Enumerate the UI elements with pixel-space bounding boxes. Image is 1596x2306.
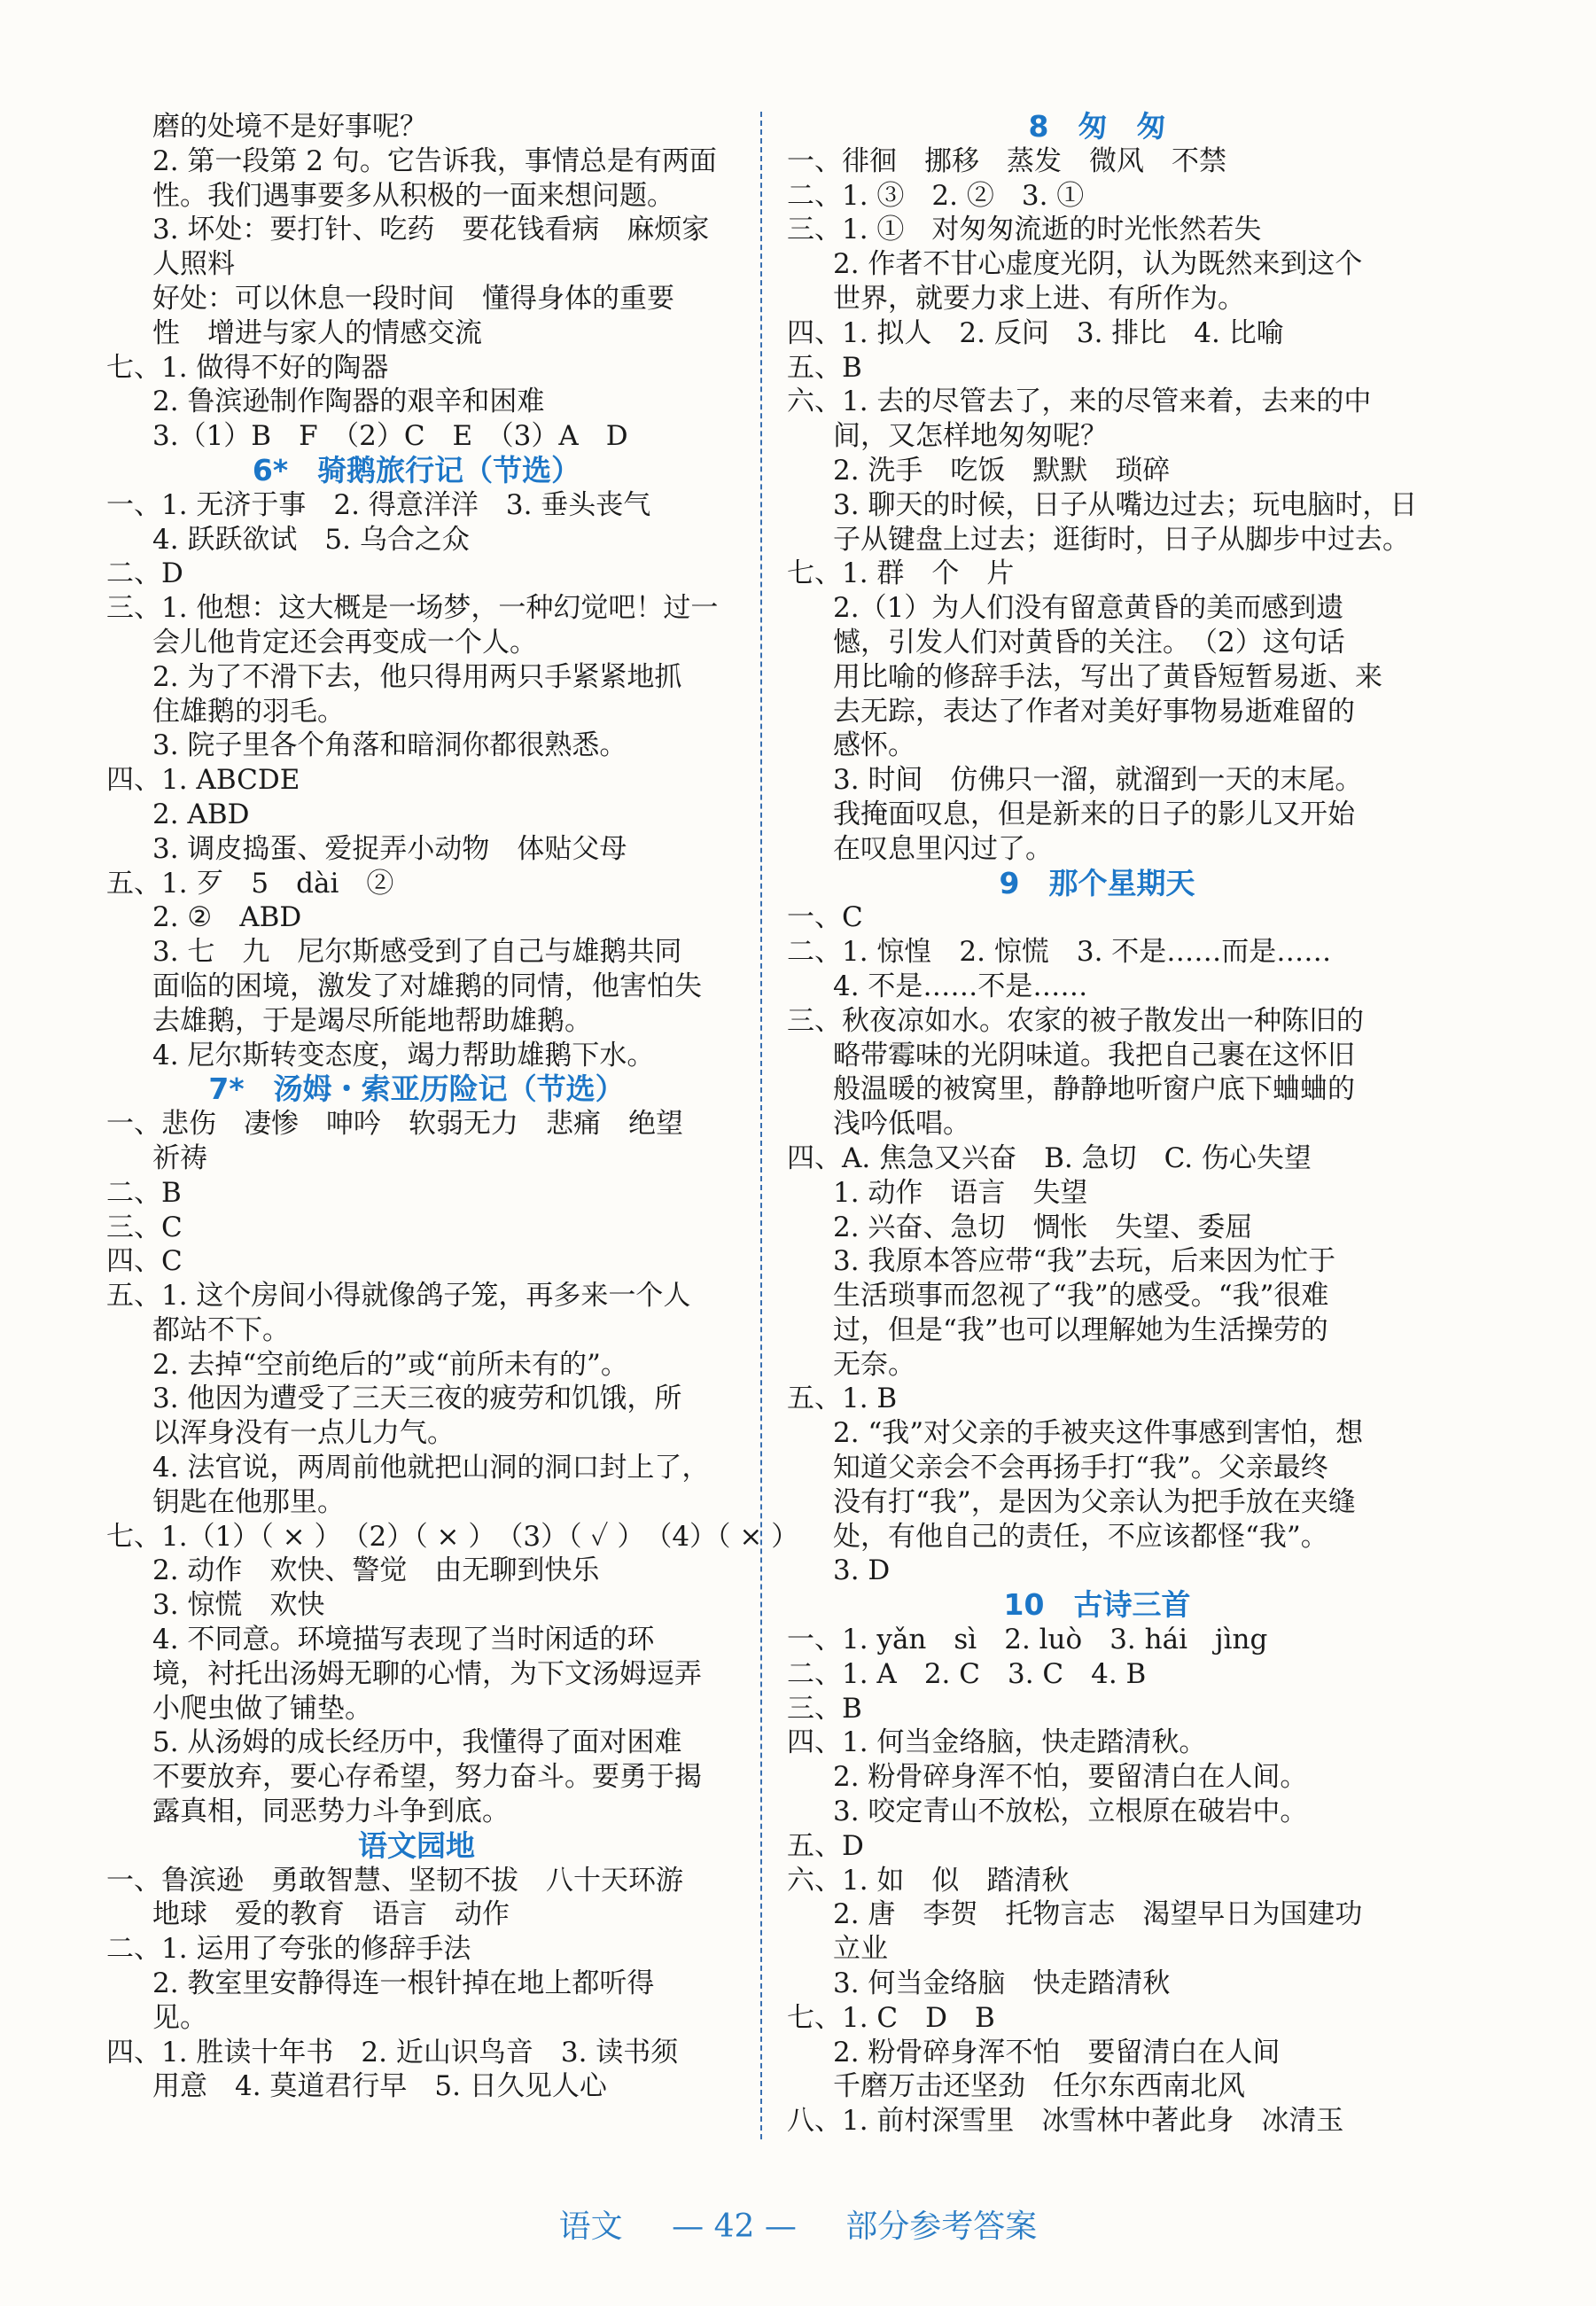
footer-page-number: — 42 — xyxy=(672,2209,797,2245)
answer-line: 六、1. 去的尽管去了，来的尽管来着，去来的中 xyxy=(787,386,1372,418)
answer-line: 2. 去掉“空前绝后的”或“前所未有的”。 xyxy=(152,1348,628,1381)
answer-line: 二、1. 运用了夸张的修辞手法 xyxy=(106,1933,471,1966)
answer-line: 2. 唐 李贺 托物言志 渴望早日为国建功 xyxy=(833,1898,1363,1931)
answer-line: 七、1. C D B xyxy=(787,2001,995,2034)
answer-line: 用意 4. 莫道君行早 5. 日久见人心 xyxy=(152,2070,607,2103)
answer-line: 七、1. 群 个 片 xyxy=(787,557,1015,590)
answer-line: 境，衬托出汤姆无聊的心情，为下文汤姆逗弄 xyxy=(152,1657,702,1690)
answer-line: 处，有他自己的责任，不应该都怪“我”。 xyxy=(833,1520,1328,1553)
answer-line: 5. 从汤姆的成长经历中，我懂得了面对困难 xyxy=(152,1726,682,1759)
answer-line: 3. 他因为遭受了三天三夜的疲劳和饥饿，所 xyxy=(152,1383,682,1415)
section-heading: 语文园地 xyxy=(358,1827,475,1863)
answer-line: 去无踪，表达了作者对美好事物易逝难留的 xyxy=(833,695,1355,728)
answer-line: 2. 作者不甘心虚度光阴，认为既然来到这个 xyxy=(833,248,1363,281)
answer-line: 五、1. B xyxy=(787,1383,898,1415)
section-heading: 6* 骑鹅旅行记（节选） xyxy=(252,452,581,487)
answer-line: 见。 xyxy=(152,2001,207,2034)
section-heading: 7* 汤姆・索亚历险记（节选） xyxy=(208,1071,625,1107)
answer-line: 都站不下。 xyxy=(152,1313,290,1346)
answer-line: 感怀。 xyxy=(833,729,915,762)
answer-line: 面临的困境，激发了对雄鹅的同情，他害怕失 xyxy=(152,970,702,1002)
answer-line: 不要放弃，要心存希望，努力奋斗。要勇于揭 xyxy=(152,1761,702,1794)
answer-line: 以浑身没有一点儿力气。 xyxy=(152,1417,455,1450)
answer-line: 3. 聊天的时候，日子从嘴边过去；玩电脑时，日 xyxy=(833,488,1418,521)
footer-subject: 语文 xyxy=(558,2209,623,2245)
answer-line: 3. 院子里各个角落和暗洞你都很熟悉。 xyxy=(152,729,627,762)
answer-line: 三、B xyxy=(787,1692,862,1725)
answer-line: 没有打“我”，是因为父亲认为把手放在夹缝 xyxy=(833,1485,1356,1518)
answer-line: 二、D xyxy=(106,557,183,590)
answer-line: 3. 七 九 尼尔斯感受到了自己与雄鹅共同 xyxy=(152,936,682,969)
answer-line: 3. 调皮捣蛋、爱捉弄小动物 体贴父母 xyxy=(152,832,627,865)
answer-line: 三、C xyxy=(106,1211,183,1243)
answer-line: 4. 尼尔斯转变态度，竭力帮助雄鹅下水。 xyxy=(152,1039,655,1071)
answer-line: 五、1. 这个房间小得就像鸽子笼，再多来一个人 xyxy=(106,1280,691,1313)
answer-line: 1. 动作 语言 失望 xyxy=(833,1176,1088,1209)
answer-line: 我掩面叹息，但是新来的日子的影儿又开始 xyxy=(833,798,1355,830)
answer-line: 2. 兴奋、急切 惆怅 失望、委屈 xyxy=(833,1211,1253,1243)
answer-line: 立业 xyxy=(833,1933,888,1966)
answer-line: 3. D xyxy=(833,1554,891,1587)
answer-line: 七、1.（1）（ × ） （2）（ × ） （3）（ ✓ ） （4）（ × ） xyxy=(106,1520,799,1553)
answer-line: 2. 为了不滑下去，他只得用两只手紧紧地抓 xyxy=(152,660,682,693)
answer-line: 一、1. 无济于事 2. 得意洋洋 3. 垂头丧气 xyxy=(106,488,651,521)
answer-line: 人照料 xyxy=(152,248,235,281)
answer-line: 四、1. ABCDE xyxy=(106,764,300,797)
answer-line: 四、1. 胜读十年书 2. 近山识鸟音 3. 读书须 xyxy=(106,2036,679,2068)
answer-line: 3. 我原本答应带“我”去玩，后来因为忙于 xyxy=(833,1245,1336,1278)
footer-section: 部分参考答案 xyxy=(845,2209,1038,2245)
answer-line: 2.（1）为人们没有留意黄昏的美而感到遗 xyxy=(833,592,1344,625)
answer-line: 2. “我”对父亲的手被夹这件事感到害怕，想 xyxy=(833,1417,1364,1450)
left-column xyxy=(106,110,799,2104)
answer-line: 祈祷 xyxy=(152,1141,207,1174)
column-divider xyxy=(760,112,762,2139)
answer-line: 二、1. 惊惶 2. 惊慌 3. 不是……而是…… xyxy=(787,936,1332,969)
answer-line: 浅吟低唱。 xyxy=(833,1108,970,1141)
answer-line: 3. 时间 仿佛只一溜，就溜到一天的末尾。 xyxy=(833,764,1363,797)
answer-line: 露真相，同恶势力斗争到底。 xyxy=(152,1796,510,1828)
answer-line: 二、1. A 2. C 3. C 4. B xyxy=(787,1657,1147,1690)
answer-line: 子从键盘上过去；逛街时，日子从脚步中过去。 xyxy=(833,523,1410,556)
answer-line: 三、1. ① 对匆匆流逝的时光怅然若失 xyxy=(787,214,1262,246)
answer-line: 略带霉味的光阴味道。我把自己裹在这怀旧 xyxy=(833,1039,1355,1071)
answer-line: 二、B xyxy=(106,1176,182,1209)
answer-line: 四、1. 何当金络脑，快走踏清秋。 xyxy=(787,1726,1207,1759)
answer-line: 3. 坏处：要打针、吃药 要花钱看病 麻烦家 xyxy=(152,214,710,246)
answer-line: 无奈。 xyxy=(833,1348,915,1381)
answer-line: 4. 不同意。环境描写表现了当时闲适的环 xyxy=(152,1624,655,1656)
answer-line: 钥匙在他那里。 xyxy=(152,1485,345,1518)
answer-line: 磨的处境不是好事呢？ xyxy=(152,111,427,143)
answer-line: 憾，引发人们对黄昏的关注。 （2）这句话 xyxy=(833,626,1345,658)
answer-line: 六、1. 如 似 踏清秋 xyxy=(787,1864,1070,1897)
answer-line: 在叹息里闪过了。 xyxy=(833,832,1053,865)
answer-line: 四、C xyxy=(106,1245,183,1278)
right-column xyxy=(787,109,1418,2139)
section-heading: 8 匆 匆 xyxy=(1028,109,1166,144)
answer-line: 会儿他肯定还会再变成一个人。 xyxy=(152,626,537,658)
answer-line: 2. 粉骨碎身浑不怕，要留清白在人间。 xyxy=(833,1761,1308,1794)
answer-line: 4. 跃跃欲试 5. 乌合之众 xyxy=(152,523,470,556)
answer-line: 二、1. ③ 2. ② 3. ① xyxy=(787,179,1085,212)
answer-line: 3. 何当金络脑 快走踏清秋 xyxy=(833,1967,1171,2000)
answer-line: 千磨万击还坚劲 任尔东西南北风 xyxy=(833,2070,1245,2103)
answer-line: 一、1. yǎn sì 2. luò 3. hái jìng xyxy=(787,1624,1268,1656)
answer-line: 2. 动作 欢快、警觉 由无聊到快乐 xyxy=(152,1554,600,1587)
answer-line: 4. 法官说，两周前他就把山洞的洞口封上了， xyxy=(152,1452,710,1484)
page-footer xyxy=(0,2201,1596,2247)
answer-line: 四、1. 拟人 2. 反问 3. 排比 4. 比喻 xyxy=(787,316,1284,349)
answer-line: 五、B xyxy=(787,351,862,384)
answer-line: 2. 粉骨碎身浑不怕 要留清白在人间 xyxy=(833,2036,1281,2068)
answer-line: 4. 不是……不是…… xyxy=(833,970,1088,1002)
answer-line: 3.（1）B F （2）C E （3）A D xyxy=(152,420,628,453)
answer-line: 一、C xyxy=(787,901,863,934)
answer-line: 3. 咬定青山不放松，立根原在破岩中。 xyxy=(833,1796,1308,1828)
answer-line: 四、A. 焦急又兴奋 B. 急切 C. 伤心失望 xyxy=(787,1141,1312,1174)
answer-line: 2. 第一段第 2 句。它告诉我，事情总是有两面 xyxy=(152,144,717,177)
answer-line: 五、1. 歹 5 dài ② xyxy=(106,867,394,900)
section-heading: 10 古诗三首 xyxy=(1003,1587,1191,1623)
answer-line: 地球 爱的教育 语言 动作 xyxy=(152,1898,510,1931)
answer-line: 三、秋夜凉如水。农家的被子散发出一种陈旧的 xyxy=(787,1004,1364,1037)
answer-line: 一、悲伤 凄惨 呻吟 软弱无力 悲痛 绝望 xyxy=(106,1108,683,1141)
answer-line: 用比喻的修辞手法，写出了黄昏短暂易逝、来 xyxy=(833,660,1382,693)
answer-line: 生活琐事而忽视了“我”的感受。“我”很难 xyxy=(833,1280,1329,1313)
answer-line: 般温暖的被窝里，静静地听窗户底下蛐蛐的 xyxy=(833,1073,1355,1106)
answer-line: 性 增进与家人的情感交流 xyxy=(152,316,482,349)
answer-line: 七、1. 做得不好的陶器 xyxy=(106,351,389,384)
answer-line: 2. 洗手 吃饭 默默 琐碎 xyxy=(833,454,1171,487)
answer-line: 去雄鹅，于是竭尽所能地帮助雄鹅。 xyxy=(152,1004,592,1037)
answer-line: 一、徘徊 挪移 蒸发 微风 不禁 xyxy=(787,144,1226,177)
answer-line: 住雄鹅的羽毛。 xyxy=(152,695,345,728)
answer-line: 知道父亲会不会再扬手打“我”。父亲最终 xyxy=(833,1452,1328,1484)
answer-line: 2. 教室里安静得连一根针掉在地上都听得 xyxy=(152,1967,655,2000)
answer-line: 过，但是“我”也可以理解她为生活操劳的 xyxy=(833,1313,1328,1346)
section-heading: 9 那个星期天 xyxy=(999,865,1195,900)
answer-line: 三、1. 他想：这大概是一场梦，一种幻觉吧！过一 xyxy=(106,592,719,625)
answer-line: 2. ABD xyxy=(152,798,250,830)
answer-line: 好处：可以休息一段时间 懂得身体的重要 xyxy=(152,282,674,315)
answer-line: 一、鲁滨逊 勇敢智慧、坚韧不拔 八十天环游 xyxy=(106,1864,683,1897)
answer-line: 2. 鲁滨逊制作陶器的艰辛和困难 xyxy=(152,386,545,418)
answer-line: 世界，就要力求上进、有所作为。 xyxy=(833,282,1245,315)
answer-line: 间，又怎样地匆匆呢？ xyxy=(833,420,1108,453)
answer-line: 3. 惊慌 欢快 xyxy=(152,1589,325,1622)
answer-line: 性。我们遇事要多从积极的一面来想问题。 xyxy=(152,179,674,212)
answer-line: 2. ② ABD xyxy=(152,901,302,934)
answer-line: 五、D xyxy=(787,1829,864,1862)
answer-line: 小爬虫做了铺垫。 xyxy=(152,1692,372,1725)
answer-line: 八、1. 前村深雪里 冰雪林中著此身 冰清玉 xyxy=(787,2105,1344,2138)
